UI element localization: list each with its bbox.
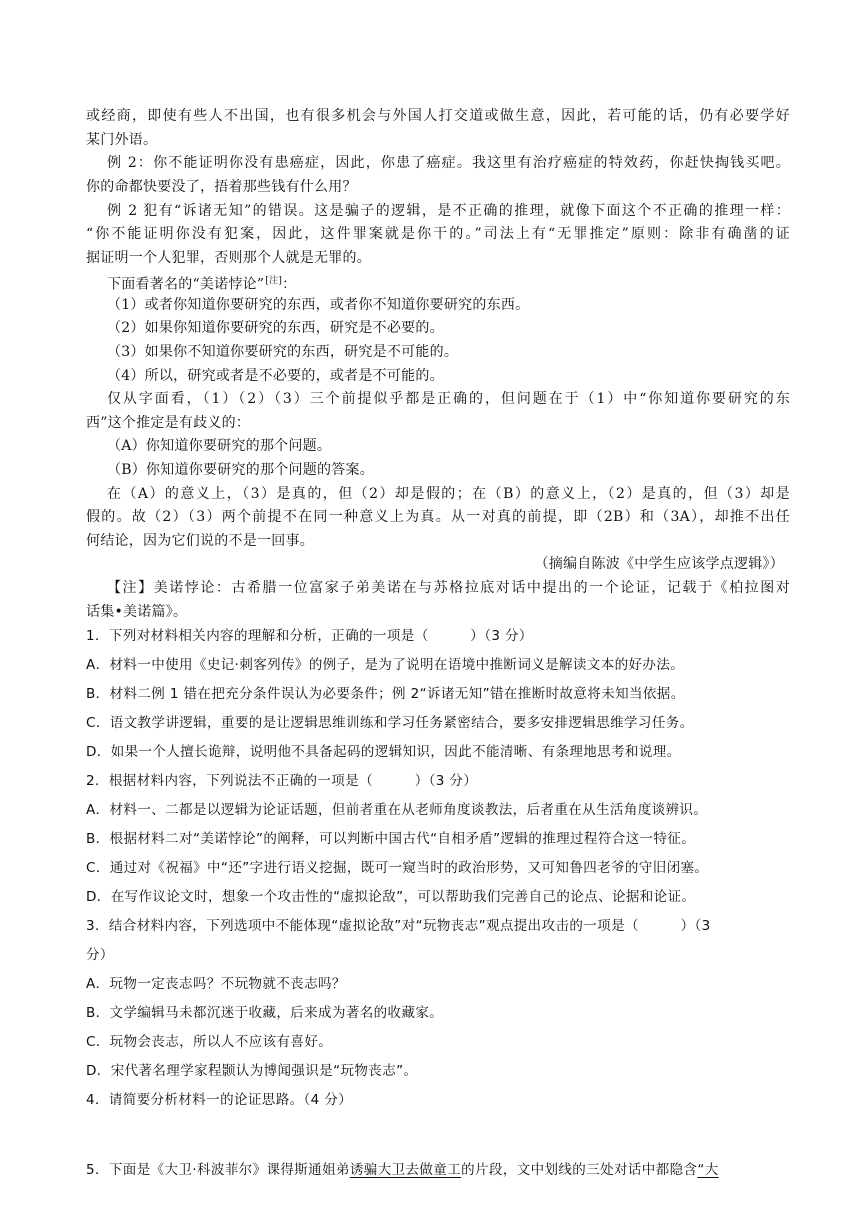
paragraph-line: “你不能证明你没有犯案，因此，这件罪案就是你干的。”司法上有“无罪推定”原则：除非有确凿的证 <box>86 226 790 242</box>
question-3-stem: 3．结合材料内容，下列选项中不能体现“虚拟论敌”对“玩物丧志”观点提出攻击的一项是（ ）（3 <box>86 918 711 934</box>
question-1-option-d: D．如果一个人擅长诡辩，说明他不具备起码的逻辑知识，因此不能清晰、有条理地思考和说理。 <box>86 744 681 760</box>
question-1-option-a: A．材料一中使用《史记·刺客列传》的例子，是为了说明在语境中推断词义是解读文本的好办法。 <box>86 657 685 673</box>
footnote-marker: [注] <box>265 276 283 286</box>
question-3-option-c: C．玩物会丧志，所以人不应该有喜好。 <box>86 1034 333 1050</box>
premise-item: （3）如果你不知道你要研究的东西，研究是不可能的。 <box>107 344 459 360</box>
paragraph-line: 何结论，因为它们说的不是一回事。 <box>86 533 314 549</box>
paragraph-line: 西”这个推定是有歧义的： <box>86 415 251 431</box>
paragraph-line: 或经商，即使有些人不出国，也有很多机会与外国人打交道或做生意，因此，若可能的话，仍有必要学好 <box>86 108 790 124</box>
footnote-line: 【注】美诺悖论：古希腊一位富家子弟美诺在与苏格拉底对话中提出的一个论证，记载于《柏拉图对 <box>107 580 790 596</box>
meno-paradox-intro: 下面看著名的“美诺悖论”[注]： <box>107 276 297 293</box>
question-4-stem: 4．请简要分析材料一的论证思路。（4 分） <box>86 1092 353 1108</box>
paragraph-line: 某门外语。 <box>86 132 158 148</box>
question-2-option-d: D．在写作议论文时，想象一个攻击性的“虚拟论敌”，可以帮助我们完善自己的论点、论据和论证。 <box>86 889 696 905</box>
premise-item: （4）所以，研究或者是不必要的，或者是不可能的。 <box>107 368 444 384</box>
meaning-item: （B）你知道你要研究的那个问题的答案。 <box>107 462 375 478</box>
paragraph-line: 假的。故（2）（3）两个前提不在同一种意义上为真。从一对真的前提，即（2B）和（3A），却推不出任 <box>86 509 790 525</box>
question-3-stem: 分） <box>86 947 114 963</box>
example-2-line: 例 2：你不能证明你没有患癌症，因此，你患了癌症。我这里有治疗癌症的特效药，你赶快掏钱买吧。 <box>107 155 790 171</box>
question-2-stem: 2．根据材料内容，下列说法不正确的一项是（ ）（3 分） <box>86 773 478 789</box>
paragraph-line: 仅从字面看，（1）（2）（3）三个前提似乎都是正确的，但问题在于（1）中“你知道你要研究的东 <box>107 391 790 407</box>
footnote-line: 话集•美诺篇》。 <box>86 604 188 620</box>
question-1-option-b: B．材料二例 1 错在把充分条件误认为必要条件；例 2“诉诸无知”错在推断时故意将未知当依据。 <box>86 686 685 702</box>
question-2-option-b: B．根据材料二对“美诺悖论”的阐释，可以判断中国古代“自相矛盾”逻辑的推理过程符合这一特征。 <box>86 831 696 847</box>
question-3-option-d: D．宋代著名理学家程颢认为博闻强识是“玩物丧志”。 <box>86 1063 418 1079</box>
premise-item: （2）如果你知道你要研究的东西，研究是不必要的。 <box>107 320 444 336</box>
source-citation: （摘编自陈波《中学生应该学点逻辑》） <box>534 556 784 572</box>
question-3-option-b: B．文学编辑马未都沉迷于收藏，后来成为著名的收藏家。 <box>86 1005 444 1021</box>
paragraph-line: 据证明一个人犯罪，否则那个人就是无罪的。 <box>86 250 371 266</box>
question-2-option-c: C．通过对《祝福》中“还”字进行语义挖掘，既可一窥当时的政治形势，又可知鲁四老爷的守旧闭塞。 <box>86 860 709 876</box>
question-3-option-a: A．玩物一定丧志吗？不玩物就不丧志吗？ <box>86 976 346 992</box>
paragraph-line: 在（A）的意义上，（3）是真的，但（2）却是假的；在（B）的意义上，（2）是真的，但（3）却是 <box>107 486 790 502</box>
example-2-line: 你的命都快要没了，捂着那些钱有什么用？ <box>86 179 357 195</box>
underlined-phrase: “大 <box>697 1162 719 1178</box>
underlined-phrase: 诱骗大卫去做童工 <box>349 1162 462 1178</box>
question-1-option-c: C．语文教学讲逻辑，重要的是让逻辑思维训练和学习任务紧密结合，要多安排逻辑思维学习任务。 <box>86 715 694 731</box>
paragraph-line: 例 2 犯有“诉诸无知”的错误。这是骗子的逻辑，是不正确的推理，就像下面这个不正确的推理一样： <box>107 203 790 219</box>
question-1-stem: 1．下列对材料相关内容的理解和分析，正确的一项是（ ）（3 分） <box>86 628 533 644</box>
meaning-item: （A）你知道你要研究的那个问题。 <box>107 438 332 454</box>
question-5-stem: 5．下面是《大卫·科波菲尔》课得斯通姐弟诱骗大卫去做童工的片段，文中划线的三处对话中都隐含“大 <box>86 1162 719 1178</box>
question-2-option-a: A．材料一、二都是以逻辑为论证话题，但前者重在从老师角度谈教法，后者重在从生活角度谈辨识。 <box>86 802 708 818</box>
premise-item: （1）或者你知道你要研究的东西，或者你不知道你要研究的东西。 <box>107 297 530 313</box>
